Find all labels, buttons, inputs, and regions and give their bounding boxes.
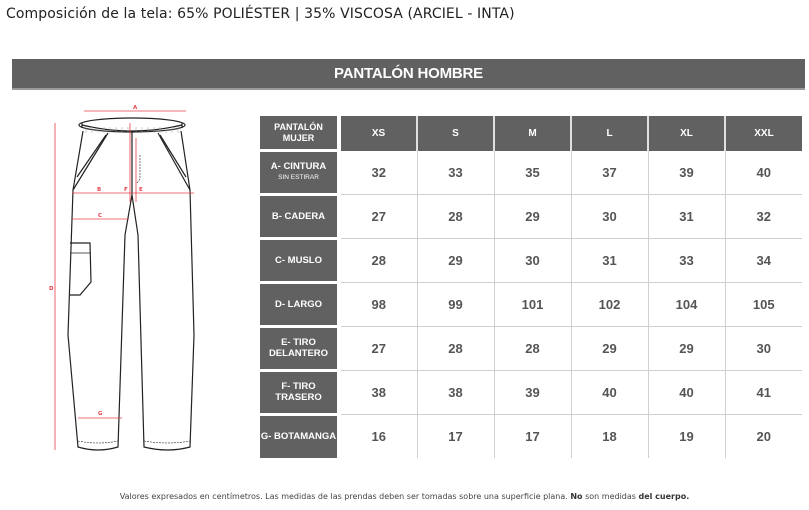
table-row-cintura bbox=[260, 151, 802, 195]
table-cell: 20 bbox=[725, 414, 802, 458]
svg-text:F: F bbox=[124, 187, 128, 193]
size-header-m: M bbox=[494, 116, 571, 151]
table-cell: 39 bbox=[648, 151, 725, 195]
table-cell: 101 bbox=[494, 282, 571, 326]
table-header-row bbox=[260, 116, 802, 151]
fabric-composition: Composición de la tela: 65% POLIÉSTER | 35% VISCOSA (ARCIEL - INTA) bbox=[6, 6, 515, 22]
table-cell: 40 bbox=[571, 370, 648, 414]
table-row-tiro-delantero bbox=[260, 326, 802, 370]
table-cell: 31 bbox=[648, 194, 725, 238]
table-cell: 27 bbox=[339, 326, 417, 370]
label-a: A bbox=[133, 105, 138, 111]
table-cell: 27 bbox=[339, 194, 417, 238]
table-cell: 28 bbox=[494, 326, 571, 370]
row-label-botamanga: G- BOTAMANGA bbox=[260, 414, 339, 458]
row-label-tiro-delantero: E- TIRO DELANTERO bbox=[260, 326, 339, 370]
table-cell: 19 bbox=[648, 414, 725, 458]
row-label-cadera: B- CADERA bbox=[260, 194, 339, 238]
title-bar bbox=[12, 59, 805, 90]
table-cell: 35 bbox=[494, 151, 571, 195]
svg-text:B: B bbox=[97, 187, 102, 193]
table-cell: 32 bbox=[725, 194, 802, 238]
table-cell: 99 bbox=[417, 282, 494, 326]
table-cell: 38 bbox=[417, 370, 494, 414]
table-cell: 30 bbox=[725, 326, 802, 370]
table-cell: 28 bbox=[417, 194, 494, 238]
table-cell: 28 bbox=[339, 238, 417, 282]
corner-header: PANTALÓN MUJER bbox=[260, 116, 339, 151]
page-title: PANTALÓN HOMBRE bbox=[334, 65, 483, 82]
size-header-l: L bbox=[571, 116, 648, 151]
size-header-xxl: XXL bbox=[725, 116, 802, 151]
table-cell: 29 bbox=[648, 326, 725, 370]
table-cell: 41 bbox=[725, 370, 802, 414]
table-cell: 102 bbox=[571, 282, 648, 326]
table-row-cadera bbox=[260, 194, 802, 238]
table-cell: 29 bbox=[571, 326, 648, 370]
table-row-tiro-trasero bbox=[260, 370, 802, 414]
table-cell: 37 bbox=[571, 151, 648, 195]
table-cell: 40 bbox=[648, 370, 725, 414]
size-header-s: S bbox=[417, 116, 494, 151]
pants-measurement-diagram bbox=[40, 95, 220, 475]
svg-text:C: C bbox=[98, 213, 103, 219]
size-header-xs: XS bbox=[339, 116, 417, 151]
table-cell: 16 bbox=[339, 414, 417, 458]
table-cell: 31 bbox=[571, 238, 648, 282]
table-cell: 40 bbox=[756, 164, 771, 180]
table-cell: 30 bbox=[571, 194, 648, 238]
footnote: Valores expresados en centímetros. Las medidas de las prendas deben ser tomadas sobre una superficie plana. No son medidas del cuerpo. bbox=[119, 492, 690, 501]
table-cell: 29 bbox=[417, 238, 494, 282]
size-chart-table bbox=[260, 116, 802, 458]
row-label-largo: D- LARGO bbox=[260, 282, 339, 326]
table-cell: 98 bbox=[339, 282, 417, 326]
table-cell: 39 bbox=[494, 370, 571, 414]
table-cell: 104 bbox=[648, 282, 725, 326]
row-sublabel: SIN ESTIRAR bbox=[278, 174, 319, 182]
table-row-muslo bbox=[260, 238, 802, 282]
table-cell: 32 bbox=[339, 151, 417, 195]
table-cell: 18 bbox=[571, 414, 648, 458]
table-cell: 33 bbox=[648, 238, 725, 282]
svg-text:D: D bbox=[49, 286, 54, 292]
table-cell: 33 bbox=[417, 151, 494, 195]
table-cell: 34 bbox=[725, 238, 802, 282]
table-cell: 38 bbox=[339, 370, 417, 414]
table-cell: 17 bbox=[417, 414, 494, 458]
table-cell: 30 bbox=[494, 238, 571, 282]
table-row-largo bbox=[260, 282, 802, 326]
row-label-cintura: A- CINTURA SIN ESTIRAR bbox=[260, 151, 339, 195]
table-cell: 17 bbox=[494, 414, 571, 458]
table-row-botamanga bbox=[260, 414, 802, 458]
table-cell: 105 bbox=[725, 282, 802, 326]
row-label-tiro-trasero: F- TIRO TRASERO bbox=[260, 370, 339, 414]
row-label-muslo: C- MUSLO bbox=[260, 238, 339, 282]
svg-text:G: G bbox=[98, 411, 103, 417]
size-header-xl: XL bbox=[648, 116, 725, 151]
svg-text:E: E bbox=[139, 187, 143, 193]
table-cell: 28 bbox=[417, 326, 494, 370]
table-cell: 29 bbox=[494, 194, 571, 238]
